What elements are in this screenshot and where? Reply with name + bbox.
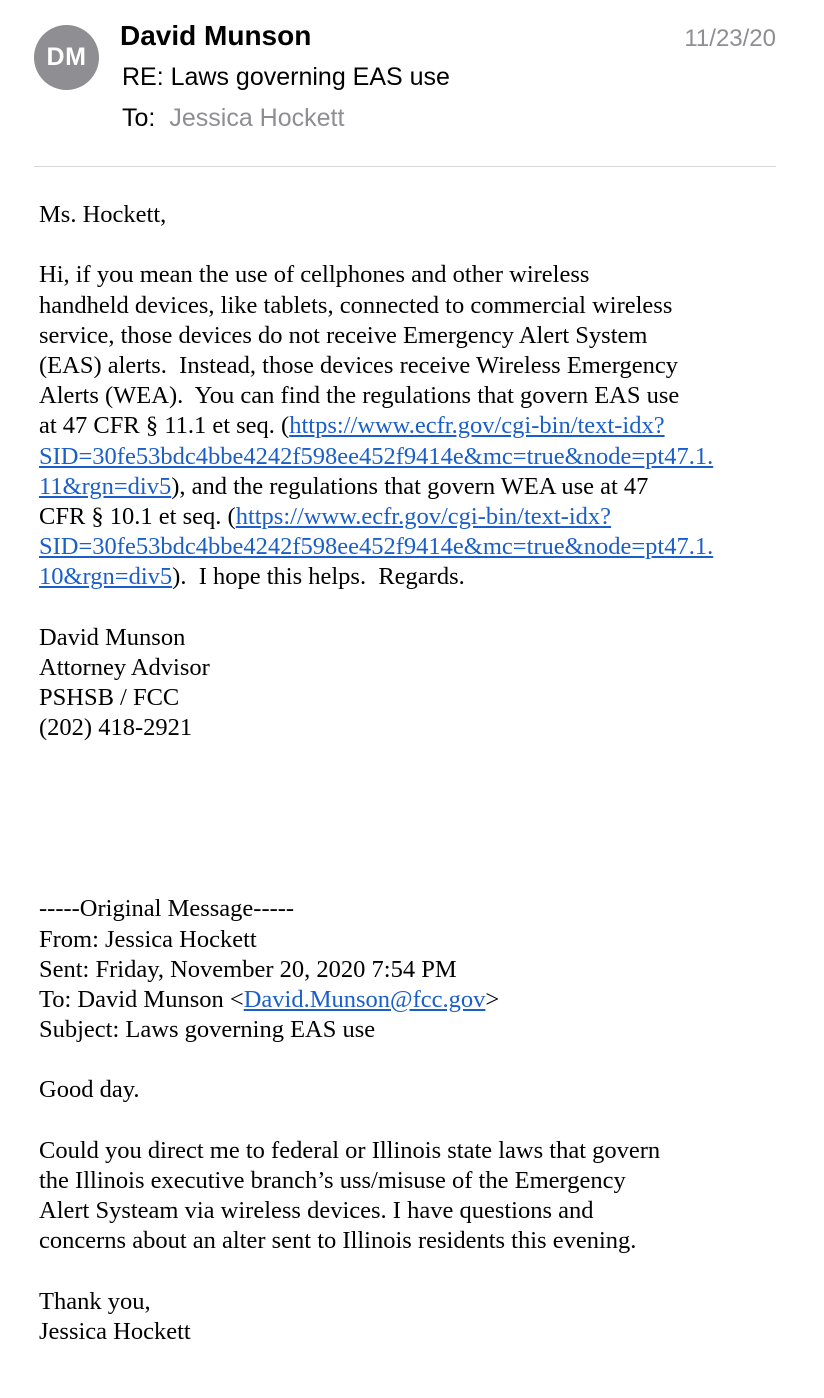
reply-text-line: [39, 472, 809, 502]
header-divider: [34, 166, 776, 167]
original-greeting: Good day.: [39, 1076, 140, 1104]
message-header: [0, 0, 824, 168]
recipient-name[interactable]: Jessica Hockett: [169, 104, 345, 132]
original-from: From: Jessica Hockett: [39, 925, 257, 953]
message-date: 11/23/20: [684, 25, 776, 52]
blank-line: [39, 804, 809, 834]
sender-name[interactable]: David Munson: [120, 20, 312, 51]
message-body: [39, 200, 809, 1347]
reply-text: ), and the regulations that govern WEA use at 47: [171, 472, 649, 500]
blank-line: [39, 1045, 809, 1075]
blank-line: [39, 834, 809, 864]
original-text-line: the Illinois executive branch’s uss/misuse of the Emergency: [39, 1167, 626, 1194]
original-sent: Sent: Friday, November 20, 2020 7:54 PM: [39, 955, 457, 983]
eas-regulations-link[interactable]: SID=30fe53bdc4bbe4242f598ee452f9414e&mc=true&node=pt47.1.: [39, 442, 714, 470]
signature-org: PSHSB / FCC: [39, 684, 180, 711]
original-text-line: Could you direct me to federal or Illinois state laws that govern: [39, 1136, 661, 1164]
blank-line: [39, 592, 809, 622]
wea-regulations-link[interactable]: https://www.ecfr.gov/cgi-bin/text-idx?: [235, 502, 612, 530]
reply-text-line: [39, 442, 809, 472]
blank-line: [39, 1257, 809, 1287]
wea-regulations-link[interactable]: 10&rgn=div5: [39, 563, 173, 591]
original-subject: Subject: Laws governing EAS use: [39, 1016, 376, 1044]
original-text-line: Alert Systeam via wireless devices. I have questions and: [39, 1197, 594, 1225]
original-text-line: concerns about an alter sent to Illinois residents this evening.: [39, 1227, 637, 1255]
blank-line: [39, 743, 809, 773]
original-to-text: To: David Munson <: [39, 985, 244, 1013]
reply-text-line: [39, 411, 809, 441]
reply-text-line: [39, 562, 809, 592]
sender-avatar[interactable]: DM: [34, 25, 99, 90]
signature-title: Attorney Advisor: [39, 653, 210, 681]
eas-regulations-link[interactable]: https://www.ecfr.gov/cgi-bin/text-idx?: [289, 412, 665, 440]
blank-line: [39, 1106, 809, 1136]
message-subject: RE: Laws governing EAS use: [122, 63, 450, 91]
blank-line: [39, 774, 809, 804]
original-to-text: >: [485, 985, 500, 1013]
eas-regulations-link[interactable]: 11&rgn=div5: [39, 472, 172, 500]
reply-greeting: Ms. Hockett,: [39, 201, 167, 228]
reply-text-line: Alerts (WEA). You can find the regulations that govern EAS use: [39, 382, 680, 410]
signature-phone[interactable]: (202) 418-2921: [39, 714, 193, 742]
to-label: To:: [122, 104, 156, 132]
reply-text: CFR § 10.1 et seq. (: [39, 502, 236, 530]
email-link[interactable]: David.Munson@fcc.gov: [243, 985, 486, 1013]
reply-text-line: service, those devices do not receive Emergency Alert System: [39, 321, 648, 349]
original-sender-name: Jessica Hockett: [39, 1317, 191, 1345]
recipient-row: [122, 104, 344, 133]
reply-text-line: [39, 532, 809, 562]
blank-line: [39, 230, 809, 260]
reply-text: ). I hope this helps. Regards.: [172, 563, 465, 591]
wea-regulations-link[interactable]: SID=30fe53bdc4bbe4242f598ee452f9414e&mc=true&node=pt47.1.: [39, 533, 714, 561]
reply-text: at 47 CFR § 11.1 et seq. (: [39, 412, 290, 440]
reply-text-line: Hi, if you mean the use of cellphones and other wireless: [39, 261, 590, 289]
signature-name: David Munson: [39, 623, 186, 651]
reply-text-line: (EAS) alerts. Instead, those devices receive Wireless Emergency: [39, 351, 678, 379]
reply-text-line: handheld devices, like tablets, connected to commercial wireless: [39, 291, 673, 319]
original-closing: Thank you,: [39, 1287, 151, 1315]
original-to: [39, 985, 809, 1015]
reply-text-line: [39, 502, 809, 532]
blank-line: [39, 864, 809, 894]
original-message-separator: -----Original Message-----: [39, 895, 295, 923]
